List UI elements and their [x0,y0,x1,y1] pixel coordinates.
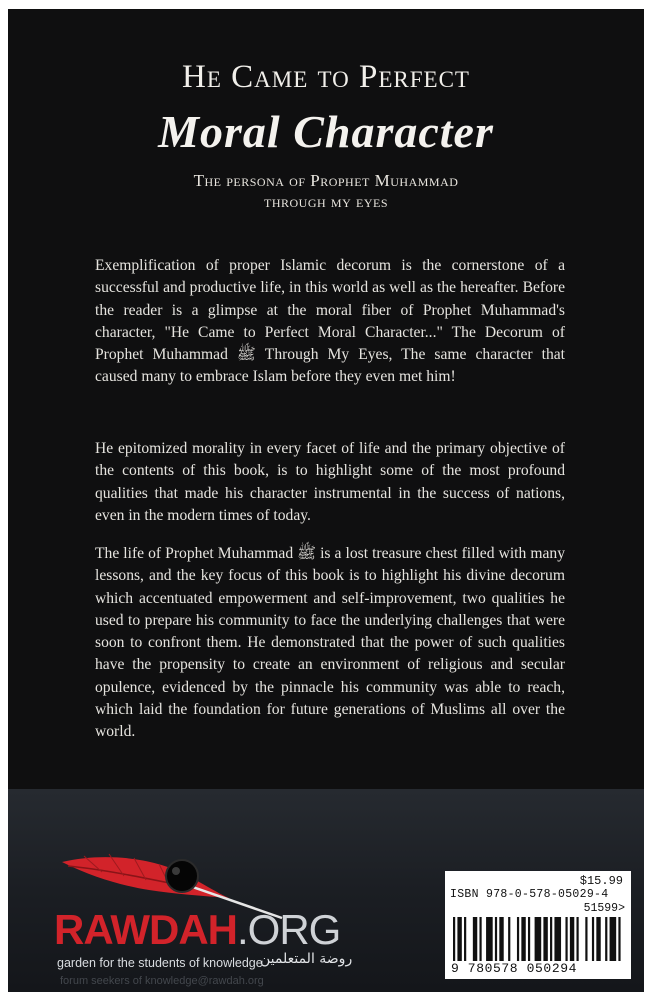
barcode-bar [550,917,552,961]
barcode-bar [570,917,574,961]
barcode-bar [576,917,578,961]
barcode-bar [464,917,466,961]
publisher-tagline: garden for the students of knowledge [57,956,263,970]
barcode-bar [535,917,542,961]
barcode-bar [499,917,503,961]
publisher-faint-text: forum seekers of knowledge@rawdah.org [60,975,264,987]
barcode-box [445,871,631,979]
price-label: $15.99 [579,874,623,888]
title-line-2: Moral Character [158,106,494,157]
barcode-bar [457,917,461,961]
barcode-bar [517,917,519,961]
barcode-bar [508,917,510,961]
barcode-bar [495,917,497,961]
title-line-1: He Came to Perfect [182,59,470,95]
subtitle-line-2: through my eyes [264,192,388,211]
subtitle-line-1: The persona of Prophet Muhammad [193,171,459,190]
logo-main: RAWDAH [54,906,237,953]
blurb-paragraph-2: He epitomized morality in every facet of life and the primary objective of the contents of this book, is to highlight some of the most profound qualities that made his character instrumental in the success of nations, even in the modern times of today. [95,440,565,524]
publisher-logo [54,906,340,954]
barcode-bar [521,917,525,961]
publisher-panel [8,789,644,992]
barcode-bars [453,917,625,961]
publisher-arabic-name: روضة المتعلمين [260,951,353,967]
ean-number: 9 780578 050294 [451,961,578,976]
barcode-bar [592,917,594,961]
barcode-bar [618,917,620,961]
barcode-bar [528,917,530,961]
blurb-paragraph-1: Exemplification of proper Islamic decorum is the cornerstone of a successful and productive life, in this world as well as the hereafter. Before the reader is a glimpse at the moral fiber of Prophet Muhammad's character, "He Came to Perfect Moral Character..." The Decorum of Prophet Muhammad ﷺ Through My Eyes, The same character that caused many to embrace Islam before they even met him! [95,257,565,386]
barcode-bar [605,917,607,961]
price-addon-code: 51599> [583,902,625,915]
subtitle [8,170,644,212]
barcode-bar [473,917,477,961]
barcode-bar [453,917,455,961]
blurb-paragraph-3: The life of Prophet Muhammad ﷺ is a lost treasure chest filled with many lessons, and the key focus of this book is to highlight his divine decorum which accentuated empowerment and self-improvement, two qualities he used to prepare his community to face the underlying challenges that were soon to confront them. He demonstrated that the power of such qualities have the propensity to create an environment of religious and secular opulence, evidenced by the pinnacle his community was able to reach, which laid the foundation for future generations of Muslims all over the world. [95,545,565,741]
barcode-bar [610,917,617,961]
book-back-cover [8,9,644,992]
logo-ext: .ORG [236,906,341,953]
barcode-bar [554,917,561,961]
barcode-bar [565,917,567,961]
barcode-bar [585,917,587,961]
isbn-label: ISBN 978-0-578-05029-4 [450,888,609,901]
barcode-bar [479,917,481,961]
barcode-bar [596,917,600,961]
barcode-bar [543,917,547,961]
barcode-bar [486,917,493,961]
